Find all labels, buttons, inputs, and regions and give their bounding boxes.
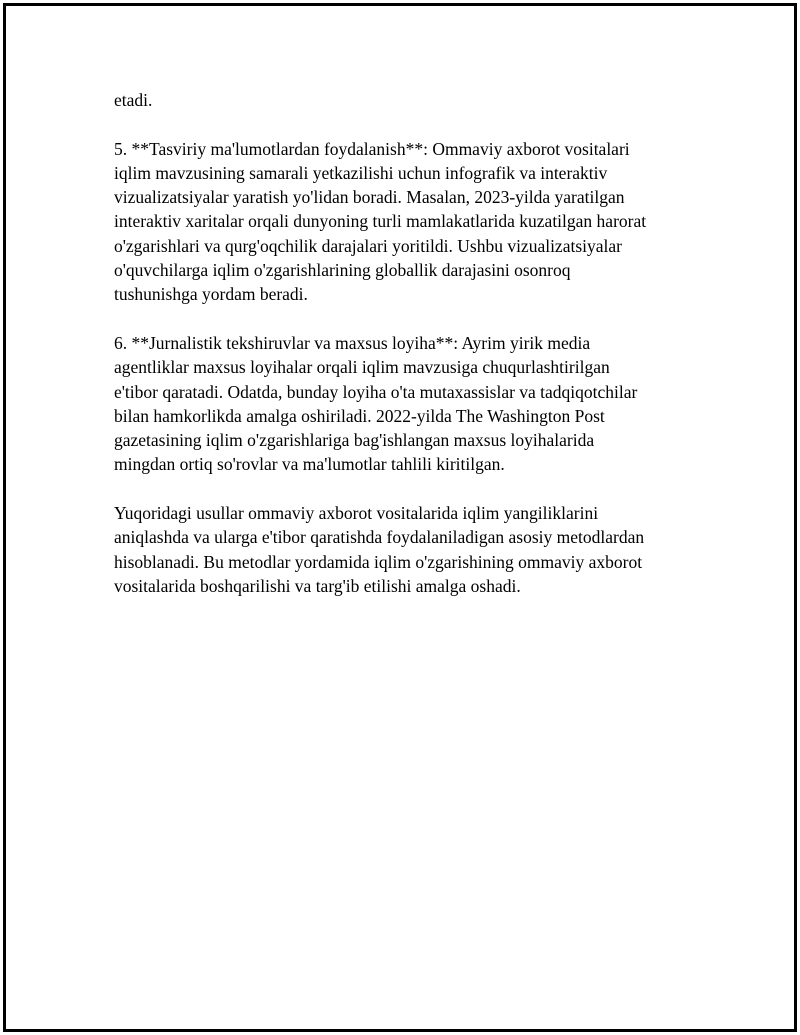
text-line: o'quvchilarga iqlim o'zgarishlarining globallik darajasini osonroq xyxy=(114,260,571,281)
text-line: mingdan ortiq so'rovlar va ma'lumotlar tahlili kiritilgan. xyxy=(114,454,505,475)
text-line: agentliklar maxsus loyihalar orqali iqlim mavzusiga chuqurlashtirilgan xyxy=(114,357,610,378)
text-line: e'tibor qaratadi. Odatda, bunday loyiha o'ta mutaxassislar va tadqiqotchilar xyxy=(114,381,638,402)
text-line: o'zgarishlari va qurg'oqchilik darajalari yoritildi. Ushbu vizualizatsiyalar xyxy=(114,235,622,256)
text-line: gazetasining iqlim o'zgarishlariga bag'ishlangan maxsus loyihalarida xyxy=(114,430,595,451)
paragraph-item-6 xyxy=(114,331,684,477)
paragraph-item-5 xyxy=(114,137,684,307)
text-line: vositalarida boshqarilishi va targ'ib etilishi amalga oshadi. xyxy=(114,575,521,596)
text-line: hisoblanadi. Bu metodlar yordamida iqlim o'zgarishining ommaviy axborot xyxy=(114,551,643,572)
paragraph-conclusion xyxy=(114,501,684,598)
document-body xyxy=(114,88,684,598)
text-line: bilan hamkorlikda amalga oshiriladi. 2022-yilda The Washington Post xyxy=(114,405,605,426)
text-line: 6. **Jurnalistik tekshiruvlar va maxsus loyiha**: Ayrim yirik media xyxy=(114,332,591,353)
text-line: interaktiv xaritalar orqali dunyoning turli mamlakatlarida kuzatilgan harorat xyxy=(114,211,647,232)
text-line: Yuqoridagi usullar ommaviy axborot vositalarida iqlim yangiliklarini xyxy=(114,503,599,524)
text-line: 5. **Tasviriy ma'lumotlardan foydalanish**: Ommaviy axborot vositalari xyxy=(114,138,630,159)
text-line: vizualizatsiyalar yaratish yo'lidan boradi. Masalan, 2023-yilda yaratilgan xyxy=(114,187,625,208)
text-line: tushunishga yordam beradi. xyxy=(114,284,308,305)
text-line: etadi. xyxy=(114,90,153,110)
text-line: iqlim mavzusining samarali yetkazilishi uchun infografik va interaktiv xyxy=(114,162,608,183)
paragraph-continuation xyxy=(114,88,684,112)
text-line: aniqlashda va ularga e'tibor qaratishda foydalaniladigan asosiy metodlardan xyxy=(114,527,645,548)
